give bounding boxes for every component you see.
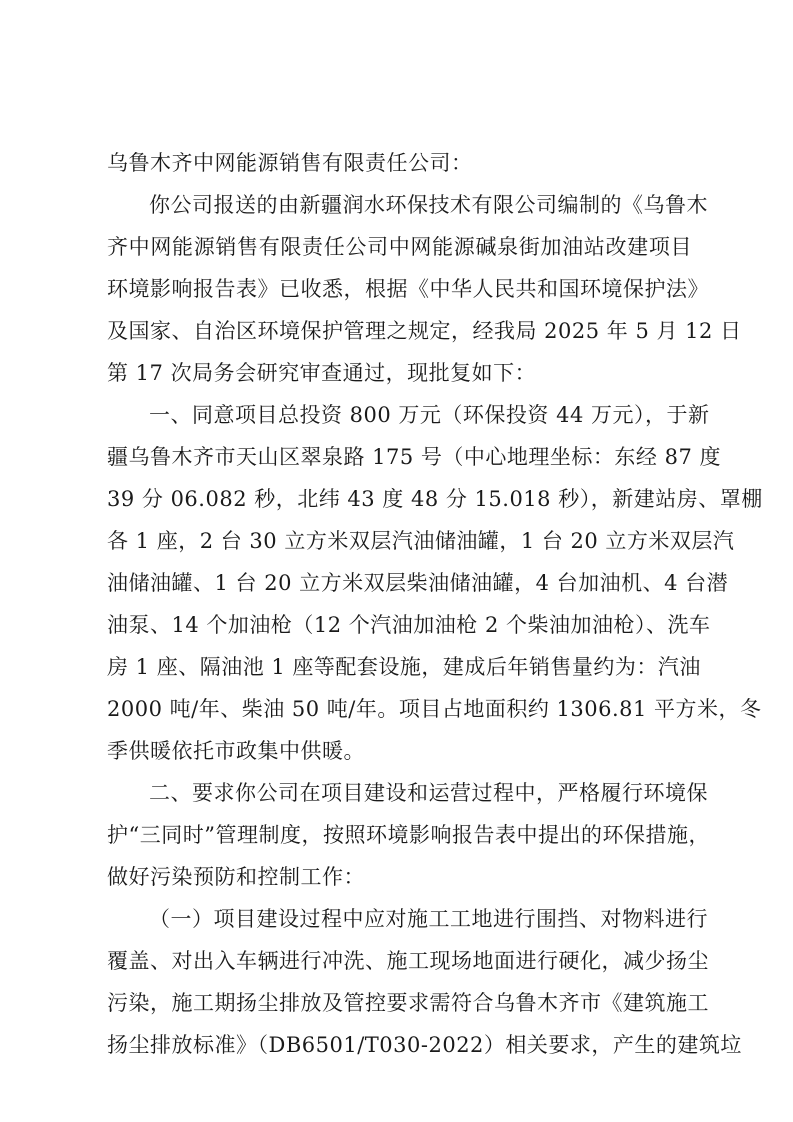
paragraph-4-line-1: （一）项目建设过程中应对施工工地进行围挡、对物料进行 — [149, 907, 708, 931]
paragraph-2-line-6: 油泵、14 个加油枪（12 个汽油加油枪 2 个柴油加油枪）、洗车 — [107, 613, 711, 637]
paragraph-2-line-4: 各 1 座，2 台 30 立方米双层汽油储油罐，1 台 20 立方米双层汽 — [107, 529, 735, 553]
paragraph-3-line-3: 做好污染预防和控制工作： — [107, 865, 365, 889]
paragraph-2-line-5: 油储油罐、1 台 20 立方米双层柴油储油罐，4 台加油机、4 台潜 — [107, 571, 729, 595]
paragraph-1-line-2: 齐中网能源销售有限责任公司中网能源碱泉街加油站改建项目 — [107, 235, 692, 259]
salutation: 乌鲁木齐中网能源销售有限责任公司： — [107, 151, 473, 175]
paragraph-3-line-2: 护“三同时”管理制度，按照环境影响报告表中提出的环保措施， — [107, 823, 710, 847]
paragraph-4-line-3: 污染，施工期扬尘排放及管控要求需符合乌鲁木齐市《建筑施工 — [107, 991, 709, 1015]
paragraph-4-line-4: 扬尘排放标准》（DB6501/T030-2022）相关要求，产生的建筑垃 — [107, 1033, 742, 1057]
paragraph-2-line-7: 房 1 座、隔油池 1 座等配套设施，建成后年销售量约为：汽油 — [107, 655, 701, 679]
paragraph-2-line-8: 2000 吨/年、柴油 50 吨/年。项目占地面积约 1306.81 平方米，冬 — [107, 697, 762, 721]
paragraph-1-line-1: 你公司报送的由新疆润水环保技术有限公司编制的《乌鲁木 — [149, 193, 708, 217]
paragraph-2-line-9: 季供暖依托市政集中供暖。 — [107, 739, 365, 763]
paragraph-1-line-4: 及国家、自治区环境保护管理之规定，经我局 2025 年 5 月 12 日 — [107, 319, 742, 343]
paragraph-2-line-2: 疆乌鲁木齐市天山区翠泉路 175 号（中心地理坐标：东经 87 度 — [107, 445, 722, 469]
paragraph-1-line-3: 环境影响报告表》已收悉，根据《中华人民共和国环境保护法》 — [107, 277, 709, 301]
paragraph-2-line-1: 一、同意项目总投资 800 万元（环保投资 44 万元），于新 — [149, 403, 710, 427]
paragraph-4-line-2: 覆盖、对出入车辆进行冲洗、施工现场地面进行硬化，减少扬尘 — [107, 949, 709, 973]
paragraph-1-line-5: 第 17 次局务会研究审查通过，现批复如下： — [107, 361, 537, 385]
paragraph-2-line-3: 39 分 06.082 秒，北纬 43 度 48 分 15.018 秒），新建站房、罩棚 — [107, 487, 763, 511]
paragraph-3-line-1: 二、要求你公司在项目建设和运营过程中，严格履行环境保 — [149, 781, 708, 805]
